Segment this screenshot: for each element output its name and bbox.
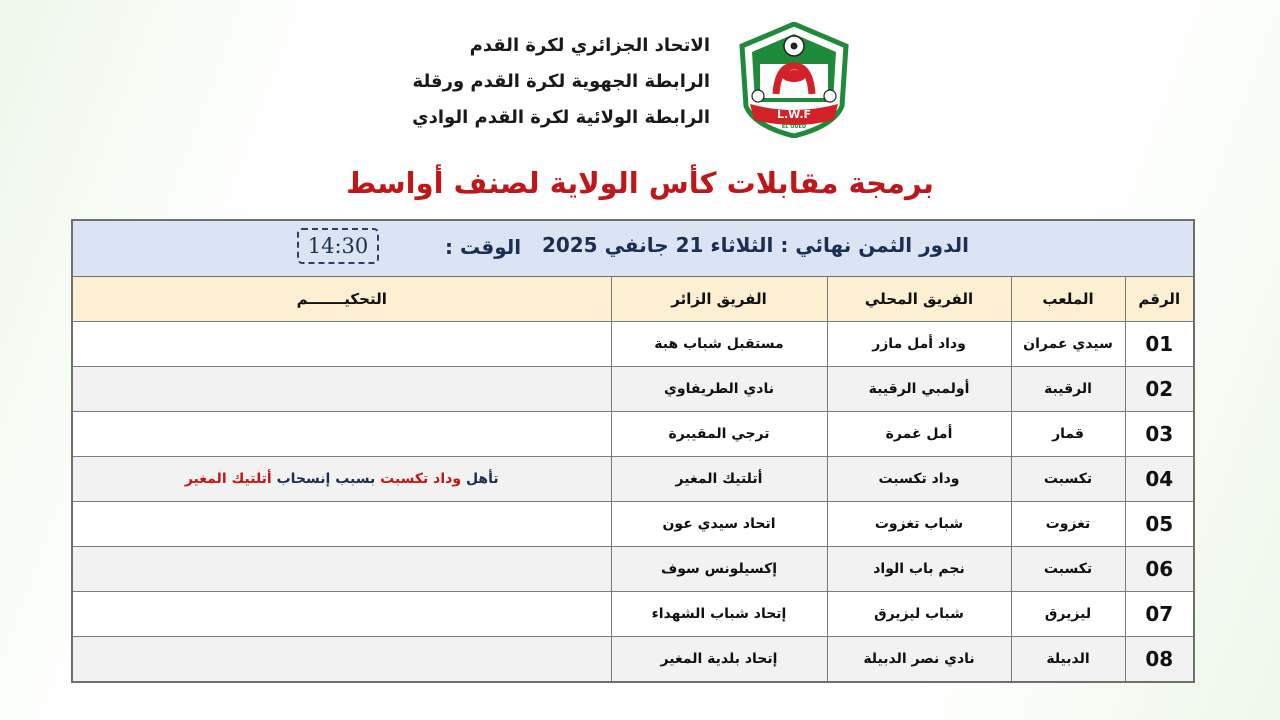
match-referees	[73, 547, 611, 592]
note-qualified-team: وداد تكسبت	[380, 471, 462, 487]
table-row	[73, 502, 1193, 547]
match-stadium: تغزوت	[1011, 502, 1125, 547]
wilaya-league-name: الرابطة الولائية لكرة القدم الوادي	[412, 107, 710, 128]
match-number: 05	[1125, 502, 1193, 547]
match-note	[73, 457, 611, 502]
logo-subtext: EL OUED	[781, 124, 807, 130]
page-title: برمجة مقابلات كأس الولاية لصنف أواسط	[346, 166, 934, 200]
match-number: 08	[1125, 637, 1193, 682]
match-stadium: قمار	[1011, 412, 1125, 457]
match-referees	[73, 367, 611, 412]
match-away-team: أتلتيك المغير	[611, 457, 827, 502]
match-stadium: الدبيلة	[1011, 637, 1125, 682]
match-away-team: ترجي المقيبرة	[611, 412, 827, 457]
match-number: 07	[1125, 592, 1193, 637]
match-number: 03	[1125, 412, 1193, 457]
note-qualified: تأهل	[465, 471, 499, 487]
federation-name: الاتحاد الجزائري لكرة القدم	[469, 35, 710, 56]
match-stadium: ليزيرق	[1011, 592, 1125, 637]
match-home-team: أولمبي الرقيبة	[827, 367, 1011, 412]
match-referees	[73, 322, 611, 367]
match-away-team: إكسيلونس سوف	[611, 547, 827, 592]
match-home-team: شباب تغزوت	[827, 502, 1011, 547]
round-info-bar	[73, 221, 1193, 277]
match-home-team: نجم باب الواد	[827, 547, 1011, 592]
match-home-team: أمل غمرة	[827, 412, 1011, 457]
logo-text: L.W.F	[776, 108, 812, 121]
time-value: 14:30	[297, 228, 379, 264]
table-row	[73, 322, 1193, 367]
table-row	[73, 367, 1193, 412]
note-reason: بسبب إنسحاب	[276, 471, 376, 487]
matches-table	[73, 277, 1193, 681]
schedule-table	[71, 219, 1195, 683]
match-stadium: تكسبت	[1011, 547, 1125, 592]
match-home-team: وداد أمل مازر	[827, 322, 1011, 367]
regional-league-name: الرابطة الجهوية لكرة القدم ورقلة	[412, 71, 710, 92]
match-home-team: نادي نصر الدبيلة	[827, 637, 1011, 682]
column-header-away-team: الفريق الزائر	[611, 277, 827, 322]
match-number: 02	[1125, 367, 1193, 412]
match-stadium: سيدي عمران	[1011, 322, 1125, 367]
column-header-number: الرقم	[1125, 277, 1193, 322]
match-referees	[73, 637, 611, 682]
match-away-team: اتحاد سيدي عون	[611, 502, 827, 547]
match-number: 01	[1125, 322, 1193, 367]
match-home-team: وداد تكسبت	[827, 457, 1011, 502]
table-row	[73, 412, 1193, 457]
time-label: الوقت :	[445, 235, 522, 259]
league-logo-icon	[738, 22, 850, 138]
column-header-home-team: الفريق المحلي	[827, 277, 1011, 322]
table-header-row	[73, 277, 1193, 322]
match-home-team: شباب ليزيرق	[827, 592, 1011, 637]
table-row	[73, 457, 1193, 502]
match-number: 06	[1125, 547, 1193, 592]
round-label: الدور الثمن نهائي : الثلاثاء 21 جانفي 2025	[541, 233, 969, 257]
match-referees	[73, 502, 611, 547]
table-row	[73, 547, 1193, 592]
match-referees	[73, 592, 611, 637]
table-row	[73, 637, 1193, 682]
match-stadium: تكسبت	[1011, 457, 1125, 502]
match-away-team: نادي الطريفاوي	[611, 367, 827, 412]
match-stadium: الرقيبة	[1011, 367, 1125, 412]
header-text	[380, 28, 710, 136]
note-withdrawn-team: أتلتيك المغير	[184, 471, 272, 487]
match-away-team: مستقبل شباب هبة	[611, 322, 827, 367]
column-header-stadium: الملعب	[1011, 277, 1125, 322]
match-away-team: إتحاد شباب الشهداء	[611, 592, 827, 637]
match-away-team: إتحاد بلدية المغير	[611, 637, 827, 682]
column-header-referees: التحكيـــــــم	[73, 277, 611, 322]
table-row	[73, 592, 1193, 637]
match-number: 04	[1125, 457, 1193, 502]
match-referees	[73, 412, 611, 457]
